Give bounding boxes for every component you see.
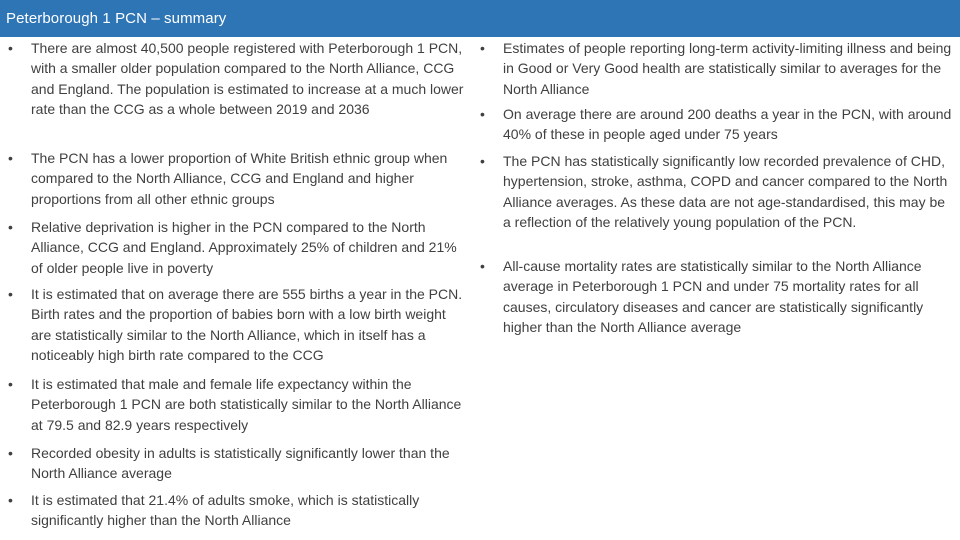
left-bullet-2-text: The PCN has a lower proportion of White British ethnic group when compared to the North Alliance, CCG and England and higher proportions from all other ethnic groups (31, 150, 448, 207)
bullet-icon: • (8, 445, 13, 461)
right-bullet-3-text: The PCN has statistically significantly low recorded prevalence of CHD, hypertension, stroke, asthma, COPD and cancer compared to the North Alliance averages. As these data are not age-standardised, this may be a reflection of the relatively young population of the PCN. (503, 153, 948, 230)
bullet-icon: • (8, 150, 13, 166)
left-bullet-6-text: Recorded obesity in adults is statistically significantly lower than the North Alliance average (31, 445, 450, 482)
right-bullet-3 (480, 151, 954, 232)
left-bullet-5-text: It is estimated that male and female life expectancy within the Peterborough 1 PCN are both statistically similar to the North Alliance at 79.5 and 82.9 years respectively (31, 376, 462, 433)
left-bullet-4-text: It is estimated that on average there are 555 births a year in the PCN. Birth rates and the proportion of babies born with a low birth weight are statistically similar to the North Alliance, which in itself has a noticeably high birth rate compared to the CCG (31, 286, 463, 363)
left-bullet-1-text: There are almost 40,500 people registered with Peterborough 1 PCN, with a smaller older population compared to the North Alliance, CCG and England. The population is estimated to increase at a much lower rate than the CCG as a whole between 2019 and 2036 (31, 40, 464, 117)
left-bullet-1 (8, 38, 468, 119)
left-bullet-2 (8, 148, 468, 209)
left-bullet-4 (8, 284, 468, 365)
bullet-icon: • (8, 219, 13, 235)
left-bullet-7-text: It is estimated that 21.4% of adults smoke, which is statistically significantly higher than the North Alliance (31, 492, 420, 529)
title-bar (0, 0, 960, 37)
page-title: Peterborough 1 PCN – summary (6, 10, 227, 27)
left-bullet-6 (8, 443, 468, 484)
bullet-icon: • (480, 258, 485, 274)
bullet-icon: • (480, 153, 485, 169)
left-bullet-3-text: Relative deprivation is higher in the PCN compared to the North Alliance, CCG and England. Approximately 25% of children and 21% of older people live in poverty (31, 219, 457, 276)
right-bullet-2-text: On average there are around 200 deaths a year in the PCN, with around 40% of these in people aged under 75 years (503, 106, 952, 143)
bullet-icon: • (8, 40, 13, 56)
right-bullet-1 (480, 38, 954, 99)
bullet-icon: • (8, 286, 13, 302)
left-bullet-3 (8, 217, 468, 278)
right-bullet-4-text: All-cause mortality rates are statistically similar to the North Alliance average in Peterborough 1 PCN and under 75 mortality rates for all causes, circulatory diseases and cancer are statistically significantly higher than the North Alliance average (503, 258, 924, 335)
right-bullet-4 (480, 256, 954, 337)
bullet-icon: • (8, 376, 13, 392)
right-bullet-2 (480, 104, 954, 145)
bullet-icon: • (8, 492, 13, 508)
bullet-icon: • (480, 40, 485, 56)
left-bullet-5 (8, 374, 468, 435)
left-bullet-7 (8, 490, 468, 531)
bullet-icon: • (480, 106, 485, 122)
right-bullet-1-text: Estimates of people reporting long-term activity-limiting illness and being in Good or Very Good health are statistically similar to averages for the North Alliance (503, 40, 952, 97)
